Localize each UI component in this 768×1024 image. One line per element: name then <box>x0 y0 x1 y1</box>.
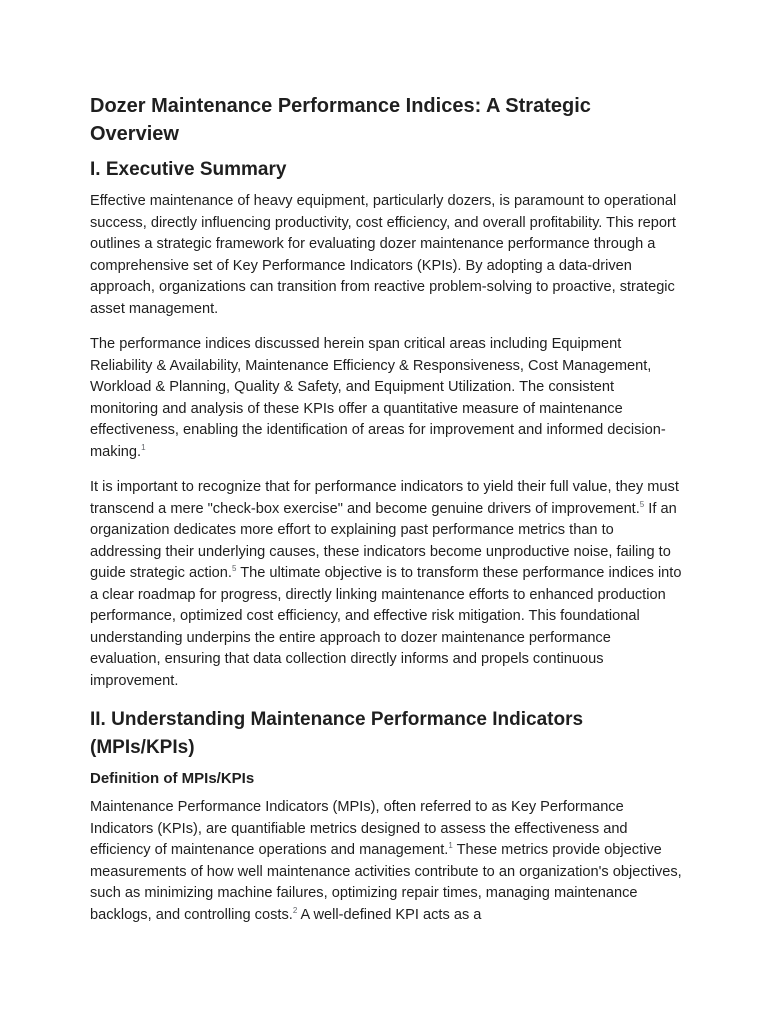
footnote-ref[interactable]: 2 <box>292 905 298 915</box>
footnote-ref[interactable]: 5 <box>231 564 237 574</box>
paragraph-text: If an organization dedicates more effort to explaining past performance metrics than to addressing their underlying causes, these indicators become unproductive noise, failing to guide strategic action. <box>90 500 677 581</box>
footnote-ref[interactable]: 1 <box>448 841 453 851</box>
section-heading-executive-summary: I. Executive Summary <box>90 159 287 180</box>
paragraph-text: It is important to recognize that for performance indicators to yield their full value, they must transcend a mere "check-box exercise" and become genuine drivers of improvement. <box>90 479 679 517</box>
paragraph-text: The ultimate objective is to transform these performance indices into a clear roadmap for progress, directly linking maintenance efforts to enhanced production performance, optimized cost efficiency, and effective risk mitigation. This foundational understanding underpins the entire approach to dozer maintenance performance evaluation, ensuring that data collection directly informs and propels continuous improvement. <box>90 565 682 689</box>
section-heading-understanding-mpis: II. Understanding Maintenance Performance Indicators (MPIs/KPIs) <box>90 709 584 758</box>
paragraph-text: The performance indices discussed herein span critical areas including Equipment Reliability & Availability, Maintenance Efficiency & Responsiveness, Cost Management, Workload & Planning, Quality & Safety, and Equipment Utilization. The consistent monitoring and analysis of these KPIs offer a quantitative measure of maintenance effectiveness, enabling the identification of areas for improvement and informed decision-making. <box>90 336 666 460</box>
footnote-ref[interactable]: 5 <box>639 499 645 509</box>
executive-summary-paragraph-3 <box>90 477 682 692</box>
paragraph-text: A well-defined KPI acts as a <box>297 906 482 923</box>
document-title: Dozer Maintenance Performance Indices: A Strategic Overview <box>90 95 591 145</box>
footnote-ref[interactable]: 1 <box>141 442 146 452</box>
paragraph-text: Maintenance Performance Indicators (MPIs), often referred to as Key Performance Indicators (KPIs), are quantifiable metrics designed to assess the effectiveness and efficiency of maintenance operations and management. <box>90 799 628 858</box>
definition-paragraph-1 <box>90 797 682 926</box>
paragraph-text: Effective maintenance of heavy equipment, particularly dozers, is paramount to operational success, directly influencing productivity, cost efficiency, and overall profitability. This report outlines a strategic framework for evaluating dozer maintenance performance through a comprehensive set of Key Performance Indicators (KPIs). By adopting a data-driven approach, organizations can transition from reactive problem-solving to proactive, strategic asset management. <box>90 193 677 317</box>
executive-summary-paragraph-1 <box>90 191 682 320</box>
subheading-definition: Definition of MPIs/KPIs <box>90 770 255 787</box>
executive-summary-paragraph-2 <box>90 334 682 463</box>
paragraph-text: These metrics provide objective measurements of how well maintenance activities contribute to an organization's objectives, such as minimizing machine failures, optimizing repair times, managing maintenance backlogs, and controlling costs. <box>90 842 682 923</box>
